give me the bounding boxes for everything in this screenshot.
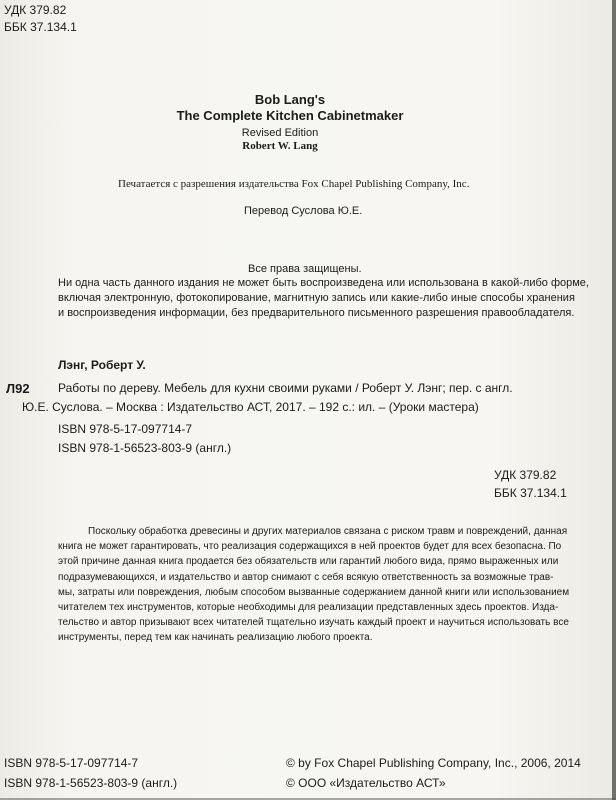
catalog-author: Лэнг, Роберт У. <box>58 358 146 372</box>
disclaimer-line: тельство и автор призывают всех читателей тщательно изучать каждый проект и научиться использовать все <box>58 617 569 629</box>
disclaimer-line: Поскольку обработка древесины и других материалов связана с риском травм и повреждений, данная <box>88 526 568 537</box>
copyright-publisher: © ООО «Издательство АСТ» <box>286 776 446 790</box>
disclaimer-line: этой причине данная книга продается без обязательств или гарантий любого вида, прямо выраженных или <box>58 556 559 568</box>
translator-credit: Перевод Суслова Ю.Е. <box>244 205 363 217</box>
original-title: The Complete Kitchen Cabinetmaker <box>176 108 404 123</box>
rights-line: Ни одна часть данного издания не может быть воспроизведена или использована в какой-либо форме, <box>58 277 589 289</box>
original-author: Robert W. Lang <box>242 140 318 152</box>
permission-statement: Печатается с разрешения издательства Fox Chapel Publishing Company, Inc. <box>118 178 470 190</box>
bbk-code: ББК 37.134.1 <box>494 486 567 500</box>
disclaimer-line: инструменты, перед тем как начинать реализацию любого проекта. <box>58 632 373 644</box>
disclaimer-line: книга не может гарантировать, что реализация содержащихся в ней проектов будет для всех безопасна. По <box>58 541 562 553</box>
disclaimer-line: читателем тех инструментов, которые необходимы для реализации представленных здесь проектов. Изда- <box>58 602 559 614</box>
copyright-original: © by Fox Chapel Publishing Company, Inc., 2006, 2014 <box>286 756 581 770</box>
bbk-code: ББК 37.134.1 <box>4 20 77 34</box>
rights-line: и воспроизведения информации, без предварительного письменного разрешения правообладателя. <box>58 307 575 319</box>
disclaimer-line: подразумевающихся, и издательство и автор снимают с себя всякую ответственность за возможные трав- <box>58 571 554 583</box>
right-classification-codes <box>494 466 567 502</box>
original-author-line: Bob Lang's <box>254 92 326 107</box>
rights-notice <box>58 276 589 321</box>
isbn-russian: ISBN 978-5-17-097714-7 <box>58 422 193 436</box>
edition-label: Revised Edition <box>241 127 319 139</box>
safety-disclaimer <box>58 524 598 646</box>
isbn-english: ISBN 978-1-56523-803-9 (англ.) <box>58 441 232 455</box>
rights-line: включая электронную, фотокопирование, магнитную запись или какие-либо иные способы хранения <box>58 292 575 304</box>
footer-isbn-english: ISBN 978-1-56523-803-9 (англ.) <box>4 776 178 790</box>
top-classification-codes <box>4 2 77 36</box>
disclaimer-line: мы, затраты или повреждения, любым способом вызванные содержанием данной книги или использованием <box>58 586 570 598</box>
catalog-description-line: Работы по дереву. Мебель для кухни своими руками / Роберт У. Лэнг; пер. с англ. <box>58 381 513 395</box>
footer-isbn-russian: ISBN 978-5-17-097714-7 <box>4 756 139 770</box>
rights-heading: Все права защищены. <box>248 263 362 275</box>
original-title-block <box>0 92 616 153</box>
page-edge-shadow <box>612 0 616 800</box>
publisher-logo-ghost <box>258 668 368 728</box>
udk-code: УДК 379.82 <box>494 468 557 482</box>
catalog-description-line: Ю.Е. Суслова. – Москва : Издательство АСТ, 2017. – 192 с.: ил. – (Уроки мастера) <box>22 400 479 414</box>
udk-code: УДК 379.82 <box>4 3 67 17</box>
author-sign-code: Л92 <box>6 381 30 396</box>
